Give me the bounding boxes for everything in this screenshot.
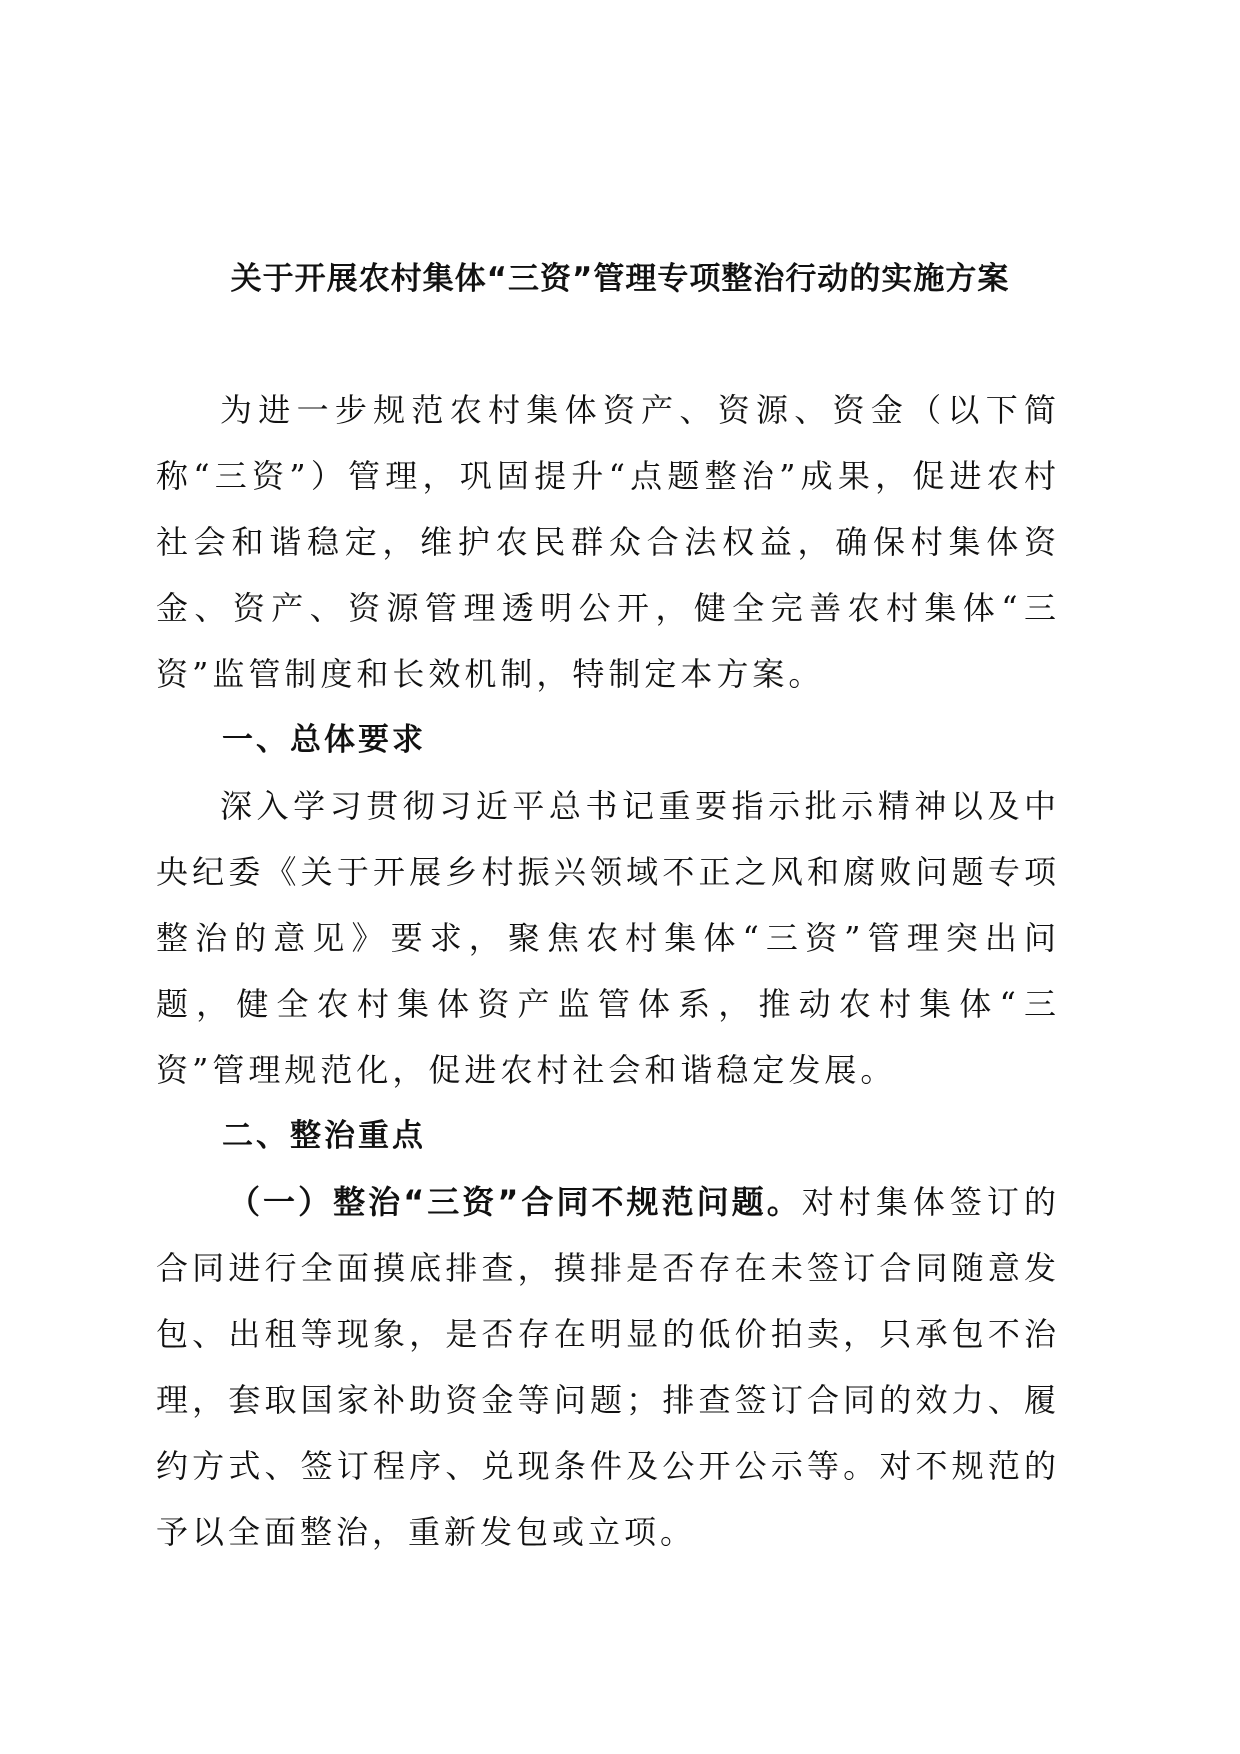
document-body <box>156 377 1060 1565</box>
section-heading-key-points: 二、整治重点 <box>222 1118 426 1154</box>
intro-paragraph: 为进一步规范农村集体资产、资源、资金（以下简称“三资”）管理，巩固提升“点题整治”成果，促进农村社会和谐稳定，维护农民群众合法权益，确保村集体资金、资产、资源管理透明公开，健全完善农村集体“三资”监管制度和长效机制，特制定本方案。 <box>156 391 1060 693</box>
document-title: 关于开展农村集体“三资”管理专项整治行动的实施方案 <box>230 261 1010 297</box>
key-point-item-1-text: 对村集体签订的合同进行全面摸底排查，摸排是否存在未签订合同随意发包、出租等现象，是否存在明显的低价拍卖，只承包不治理，套取国家补助资金等问题；排查签订合同的效力、履约方式、签订程序、兑现条件及公开公示等。对不规范的予以全面整治，重新发包或立项。 <box>156 1183 1060 1551</box>
section-heading-general-requirements: 一、总体要求 <box>222 722 426 758</box>
key-point-item-1-lead: （一）整治“三资”合同不规范问题。 <box>228 1183 802 1221</box>
general-requirements-paragraph: 深入学习贯彻习近平总书记重要指示批示精神以及中央纪委《关于开展乡村振兴领域不正之风和腐败问题专项整治的意见》要求，聚焦农村集体“三资”管理突出问题，健全农村集体资产监管体系，推动农村集体“三资”管理规范化，促进农村社会和谐稳定发展。 <box>156 787 1060 1089</box>
key-point-item-1 <box>156 1169 1060 1565</box>
